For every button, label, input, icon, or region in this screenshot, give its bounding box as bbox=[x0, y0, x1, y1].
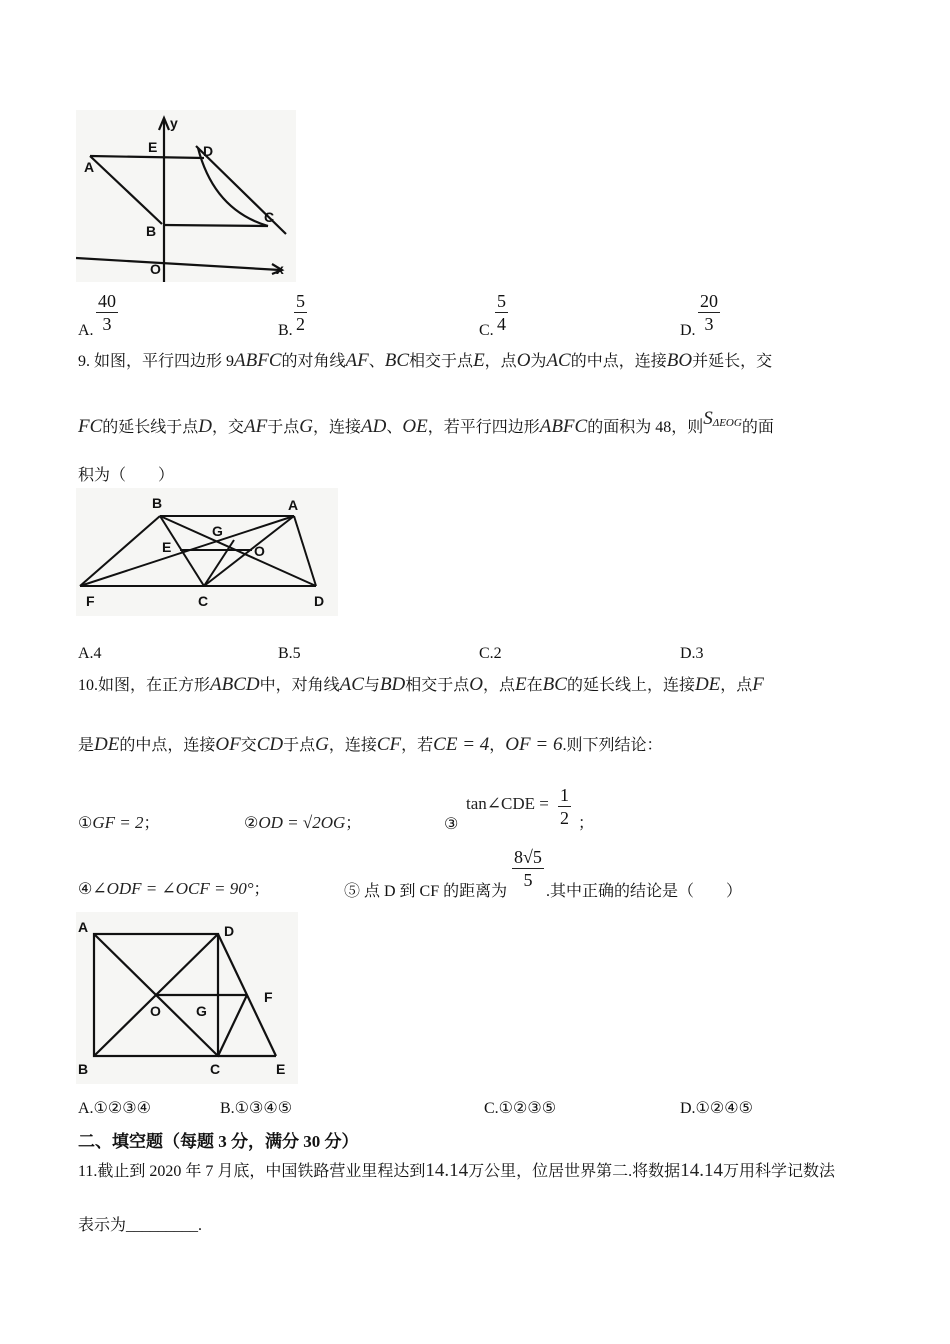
q8-option-a-letter[interactable]: A. bbox=[78, 322, 94, 339]
q10-label-d: D bbox=[224, 923, 235, 939]
q10-label-e: E bbox=[276, 1061, 286, 1077]
q9-line-3: 积为（ ） bbox=[78, 467, 175, 484]
q10-conclusion-4: ④∠ODF = ∠OCF = 90°； bbox=[78, 879, 270, 898]
q10-conclusion-3-expr: tan∠CDE = bbox=[466, 794, 549, 813]
q11-line-1: 11.截止到 2020 年 7 月底，中国铁路营业里程达到14.14万公里，位居世界第二.将数据14.14万用科学记数法 bbox=[78, 1160, 835, 1181]
q9-label-f: F bbox=[86, 593, 95, 609]
section-2-title: 二、填空题（每题 3 分，满分 30 分） bbox=[78, 1132, 359, 1151]
q8-label-e: E bbox=[148, 139, 158, 155]
q8-label-o: O bbox=[150, 261, 161, 277]
q10-option-c[interactable]: C.①②③⑤ bbox=[484, 1100, 557, 1117]
q8-option-b-letter[interactable]: B. bbox=[278, 322, 293, 339]
q10-label-a: A bbox=[78, 919, 89, 935]
q9-label-e: E bbox=[162, 539, 172, 555]
q10-label-c: C bbox=[210, 1061, 221, 1077]
q10-option-b[interactable]: B.①③④⑤ bbox=[220, 1100, 293, 1117]
q10-label-o: O bbox=[150, 1003, 161, 1019]
q9-figure bbox=[76, 488, 338, 616]
q9-label-o: O bbox=[254, 543, 265, 559]
q9-option-b[interactable]: B.5 bbox=[278, 645, 301, 662]
q10-label-f: F bbox=[264, 989, 273, 1005]
q8-label-y: y bbox=[170, 115, 178, 131]
q8-option-d-letter[interactable]: D. bbox=[680, 322, 696, 339]
q8-label-x: x bbox=[276, 261, 284, 277]
q10-figure bbox=[76, 912, 298, 1084]
q8-option-b-fraction: $\frac{5}{2}$ bbox=[296, 291, 305, 334]
q10-conclusion-1: ①GF = 2； bbox=[78, 813, 160, 832]
q9-line-2: FC的延长线于点D，交AF于点G，连接AD、OE，若平行四边形ABFC的面积为 48，则$S^{\Delta EOG}$的面 bbox=[78, 408, 774, 437]
q9-option-c[interactable]: C.2 bbox=[479, 645, 502, 662]
q9-option-d[interactable]: D.3 bbox=[680, 645, 704, 662]
q9-label-a: A bbox=[288, 497, 299, 513]
q8-option-d-fraction: $\frac{20}{3}$ bbox=[700, 291, 718, 334]
q8-option-c-fraction: $\frac{5}{4}$ bbox=[497, 291, 506, 334]
q10-conclusion-2: ②OD = √2OG； bbox=[244, 813, 362, 832]
q8-option-c-letter[interactable]: C. bbox=[479, 322, 494, 339]
q10-conclusion-5-fraction: $\frac{8√5}{5}$ bbox=[514, 847, 542, 890]
q9-label-g: G bbox=[212, 523, 223, 539]
q9-label-b: B bbox=[152, 495, 163, 511]
q9-option-a[interactable]: A.4 bbox=[78, 645, 102, 662]
q9-line-1: 9. 如图，平行四边形 9ABFC的对角线AF、BC相交于点E，点O为AC的中点，连接BO并延长，交 bbox=[78, 350, 773, 371]
q10-line-1: 10.如图，在正方形ABCD中，对角线AC与BD相交于点O，点E在BC的延长线上，连接DE，点F bbox=[78, 674, 764, 695]
q10-conclusion-3-fraction: $\frac{1}{2}$ bbox=[560, 785, 569, 828]
q10-conclusion-3-mark: ③ bbox=[444, 816, 459, 833]
q10-label-g: G bbox=[196, 1003, 207, 1019]
q8-figure bbox=[76, 110, 296, 282]
q9-label-d: D bbox=[314, 593, 325, 609]
q11-line-2: 表示为_________. bbox=[78, 1217, 203, 1234]
q10-conclusion-3-end: ； bbox=[578, 815, 595, 832]
q8-label-a: A bbox=[84, 159, 95, 175]
q8-option-a-fraction: $\frac{40}{3}$ bbox=[98, 291, 116, 334]
q8-label-c: C bbox=[264, 209, 275, 225]
q9-label-c: C bbox=[198, 593, 209, 609]
q10-option-d[interactable]: D.①②④⑤ bbox=[680, 1100, 753, 1117]
q10-conclusion-5-post: .其中正确的结论是（ ） bbox=[546, 883, 743, 900]
q8-label-d: D bbox=[203, 143, 214, 159]
q10-label-b: B bbox=[78, 1061, 89, 1077]
q10-conclusion-5-pre: ⑤ 点 D 到 CF 的距离为 bbox=[344, 883, 508, 900]
q8-label-b: B bbox=[146, 223, 157, 239]
q10-option-a[interactable]: A.①②③④ bbox=[78, 1100, 151, 1117]
q10-line-2: 是DE的中点，连接OF交CD于点G，连接CF，若CE = 4，OF = 6.则下列结论： bbox=[78, 734, 663, 755]
